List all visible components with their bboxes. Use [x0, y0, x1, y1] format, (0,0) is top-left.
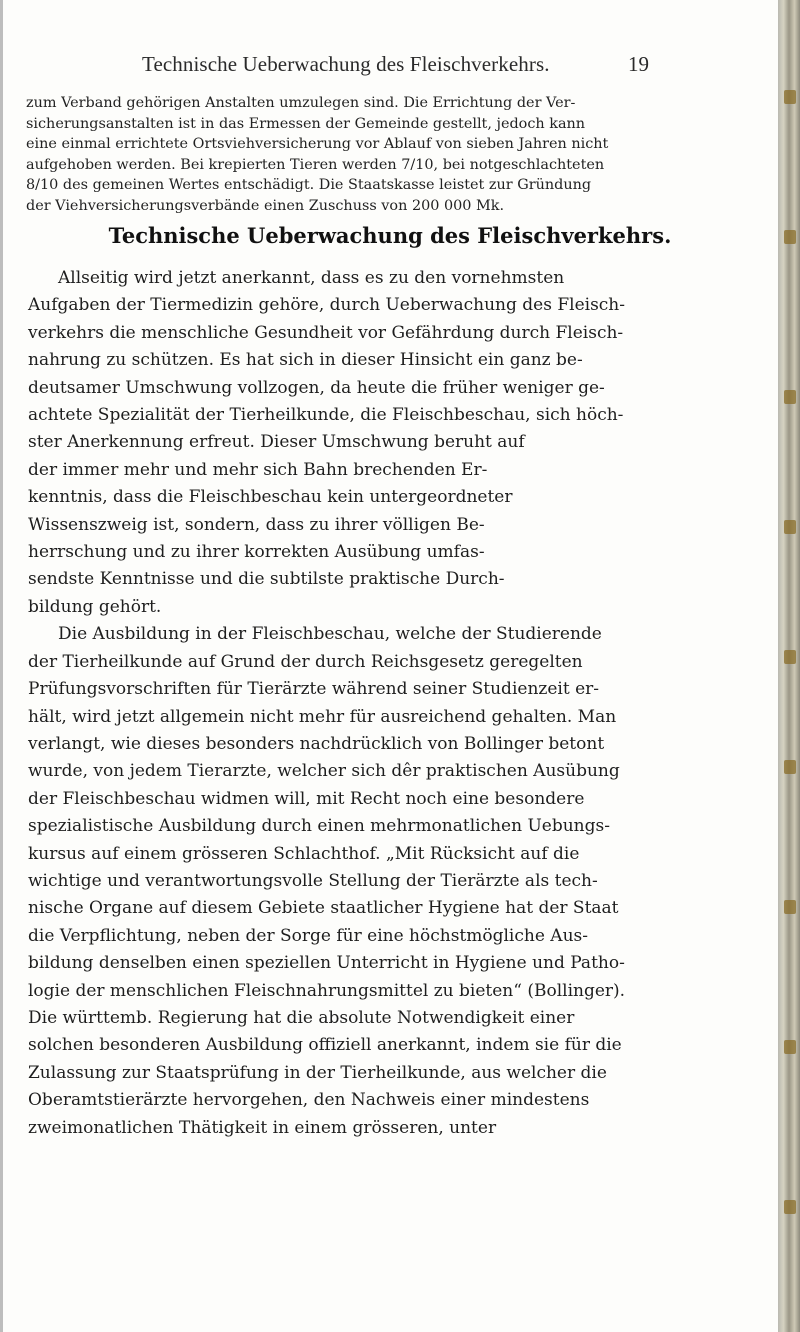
- page-left-edge: [0, 0, 3, 1332]
- text-line: spezialistische Ausbildung durch einen mehrmonatlichen Uebungs-: [28, 816, 610, 837]
- text-line: nische Organe auf diesem Gebiete staatlicher Hygiene hat der Staat: [28, 898, 619, 919]
- text-line: 8/10 des gemeinen Wertes entschädigt. Die Staatskasse leistet zur Gründung: [26, 177, 592, 193]
- text-line: der immer mehr und mehr sich Bahn brechenden Er-: [28, 459, 488, 480]
- text-line: verlangt, wie dieses besonders nachdrücklich von Bollinger betont: [28, 733, 605, 754]
- text-line: logie der menschlichen Fleischnahrungsmittel zu bieten“ (Bollinger).: [28, 980, 626, 1001]
- text-line: sicherungsanstalten ist in das Ermessen der Gemeinde gestellt, jedoch kann: [26, 115, 586, 132]
- page-header: [0, 52, 800, 82]
- text-line: deutsamer Umschwung vollzogen, da heute die früher weniger ge-: [28, 377, 605, 398]
- book-edge-strip: [778, 0, 800, 1332]
- running-title: Technische Ueberwachung des Fleischverkehrs.: [142, 52, 550, 76]
- text-line: zweimonatlichen Thätigkeit in einem grösseren, unter: [28, 1117, 497, 1138]
- text-line: zum Verband gehörigen Anstalten umzulegen sind. Die Errichtung der Ver-: [26, 95, 576, 111]
- text-line: Zulassung zur Staatsprüfung in der Tierheilkunde, aus welcher die: [28, 1062, 607, 1083]
- text-line: die Verpflichtung, neben der Sorge für eine höchstmögliche Aus-: [28, 925, 588, 946]
- page-number: 19: [628, 52, 649, 76]
- text-line: verkehrs die menschliche Gesundheit vor Gefährdung durch Fleisch-: [28, 322, 624, 343]
- text-line: Prüfungsvorschriften für Tierärzte während seiner Studienzeit er-: [28, 679, 600, 700]
- text-line: nahrung zu schützen. Es hat sich in dieser Hinsicht ein ganz be-: [28, 350, 583, 371]
- text-line: Wissenszweig ist, sondern, dass zu ihrer völligen Be-: [28, 514, 485, 535]
- edge-mark: [784, 90, 796, 104]
- text-line: der Fleischbeschau widmen will, mit Recht noch eine besondere: [28, 788, 585, 809]
- section-body: [28, 265, 738, 1142]
- text-line: ster Anerkennung erfreut. Dieser Umschwung beruht auf: [28, 432, 525, 453]
- text-line: kursus auf einem grösseren Schlachthof. „Mit Rücksicht auf die: [28, 843, 580, 864]
- edge-mark: [784, 390, 796, 404]
- edge-mark: [784, 230, 796, 244]
- text-line: solchen besonderen Ausbildung offiziell anerkannt, indem sie für die: [28, 1035, 622, 1056]
- text-line: der Viehversicherungsverbände einen Zuschuss von 200 000 Mk.: [26, 197, 505, 214]
- edge-mark: [784, 650, 796, 664]
- text-line: bildung denselben einen speziellen Unterricht in Hygiene und Patho-: [28, 953, 625, 974]
- edge-mark: [784, 1040, 796, 1054]
- edge-mark: [784, 520, 796, 534]
- text-line: sendste Kenntnisse und die subtilste praktische Durch-: [28, 569, 505, 590]
- text-line: aufgehoben werden. Bei krepierten Tieren werden 7/10, bei notgeschlachteten: [26, 156, 605, 173]
- edge-mark: [784, 1200, 796, 1214]
- text-line: bildung gehört.: [28, 596, 162, 617]
- text-line: Oberamtstierärzte hervorgehen, den Nachweis einer mindestens: [28, 1090, 590, 1111]
- section-heading: Technische Ueberwachung des Fleischverkehrs.: [108, 223, 672, 248]
- text-line: Aufgaben der Tiermedizin gehöre, durch Ueberwachung des Fleisch-: [28, 295, 626, 316]
- text-line: eine einmal errichtete Ortsviehversicherung vor Ablauf von sieben Jahren nicht: [26, 136, 609, 152]
- text-line: wichtige und verantwortungsvolle Stellung der Tierärzte als tech-: [28, 870, 598, 891]
- text-line: achtete Spezialität der Tierheilkunde, die Fleischbeschau, sich höch-: [28, 405, 624, 426]
- text-line: Die württemb. Regierung hat die absolute Notwendigkeit einer: [28, 1007, 575, 1028]
- edge-mark: [784, 760, 796, 774]
- edge-mark: [784, 900, 796, 914]
- text-line: Die Ausbildung in der Fleischbeschau, welche der Studierende: [58, 624, 602, 645]
- text-line: der Tierheilkunde auf Grund der durch Reichsgesetz geregelten: [28, 651, 583, 672]
- text-line: Allseitig wird jetzt anerkannt, dass es zu den vornehmsten: [58, 268, 565, 288]
- text-line: hält, wird jetzt allgemein nicht mehr für ausreichend gehalten. Man: [28, 706, 617, 727]
- text-line: kenntnis, dass die Fleischbeschau kein untergeordneter: [28, 487, 513, 508]
- intro-paragraph: [26, 93, 726, 216]
- text-line: wurde, von jedem Tierarzte, welcher sich dêr praktischen Ausübung: [28, 761, 620, 782]
- text-line: herrschung und zu ihrer korrekten Ausübung umfas-: [28, 542, 485, 563]
